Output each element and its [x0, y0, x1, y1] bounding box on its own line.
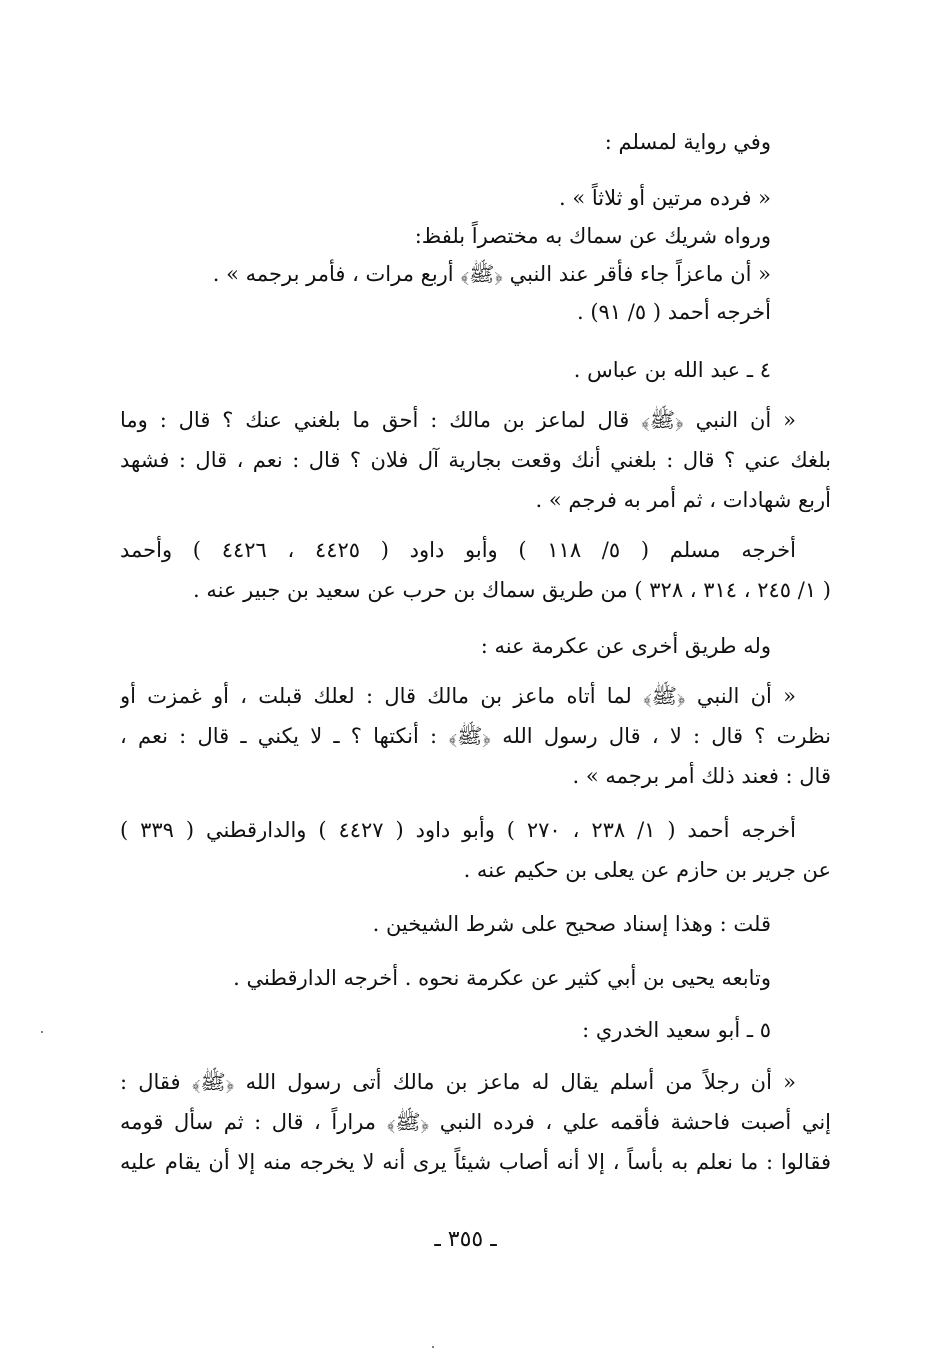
text-line: « أن النبي ﴿ﷺ﴾ قال لماعز بن مالك : أحق ما بلغني عنك ؟ قال : وما — [120, 408, 796, 432]
text-line: نظرت ؟ قال : لا ، قال رسول الله ﴿ﷺ﴾ : أنكتها ؟ ـ لا يكني ـ قال : نعم ، — [120, 724, 831, 748]
section-heading: ٥ ـ أبو سعيد الخدري : — [582, 1018, 771, 1042]
text-line: بلغك عني ؟ قال : بلغني أنك وقعت بجارية آل فلان ؟ قال : نعم ، قال : فشهد — [120, 448, 831, 472]
text-line: « أن رجلاً من أسلم يقال له ماعز بن مالك أتى رسول الله ﴿ﷺ﴾ فقال : — [120, 1070, 796, 1094]
text-line: « أن النبي ﴿ﷺ﴾ لما أتاه ماعز بن مالك قال : لعلك قبلت ، أو غمزت أو — [120, 684, 796, 708]
text-line: أخرجه أحمد ( ٥/ ٩١) . — [577, 300, 771, 324]
text-line: وفي رواية لمسلم : — [604, 130, 771, 154]
text-line: « أن ماعزاً جاء فأقر عند النبي ﴿ﷺ﴾ أربع مرات ، فأمر برجمه » . — [212, 262, 771, 286]
text-line: أخرجه مسلم ( ٥/ ١١٨ ) وأبو داود ( ٤٤٢٥ ، ٤٤٢٦ ) وأحمد — [120, 538, 796, 562]
text-line: إني أصبت فاحشة فأقمه علي ، فرده النبي ﴿ﷺ﴾ مراراً ، قال : ثم سأل قومه — [120, 1110, 831, 1134]
text-line: قلت : وهذا إسناد صحيح على شرط الشيخين . — [372, 912, 771, 936]
text-line: فقالوا : ما نعلم به بأساً ، إلا أنه أصاب شيئاً يرى أنه لا يخرجه منه إلا أن يقام عليه — [120, 1150, 831, 1174]
text-line: أخرجه أحمد ( ١/ ٢٣٨ ، ٢٧٠ ) وأبو داود ( ٤٤٢٧ ) والدارقطني ( ٣٣٩ ) — [120, 818, 796, 842]
scan-speck — [41, 1031, 43, 1033]
text-line: وتابعه يحيى بن أبي كثير عن عكرمة نحوه . أخرجه الدارقطني . — [233, 966, 771, 990]
page-number: ـ ٣٥٥ ـ — [434, 1227, 497, 1252]
text-line: ورواه شريك عن سماك به مختصراً بلفظ: — [414, 224, 771, 248]
text-line: عن جرير بن حازم عن يعلى بن حكيم عنه . — [463, 858, 831, 882]
text-line: وله طريق أخرى عن عكرمة عنه : — [480, 634, 771, 658]
text-line: أربع شهادات ، ثم أمر به فرجم » . — [535, 488, 831, 512]
section-heading: ٤ ـ عبد الله بن عباس . — [573, 358, 771, 382]
scan-speck — [432, 1346, 434, 1348]
text-line: قال : فعند ذلك أمر برجمه » . — [572, 764, 831, 788]
text-line: « فرده مرتين أو ثلاثاً » . — [559, 186, 771, 210]
text-line: ( ١/ ٢٤٥ ، ٣١٤ ، ٣٢٨ ) من طريق سماك بن حرب عن سعيد بن جبير عنه . — [192, 578, 831, 602]
